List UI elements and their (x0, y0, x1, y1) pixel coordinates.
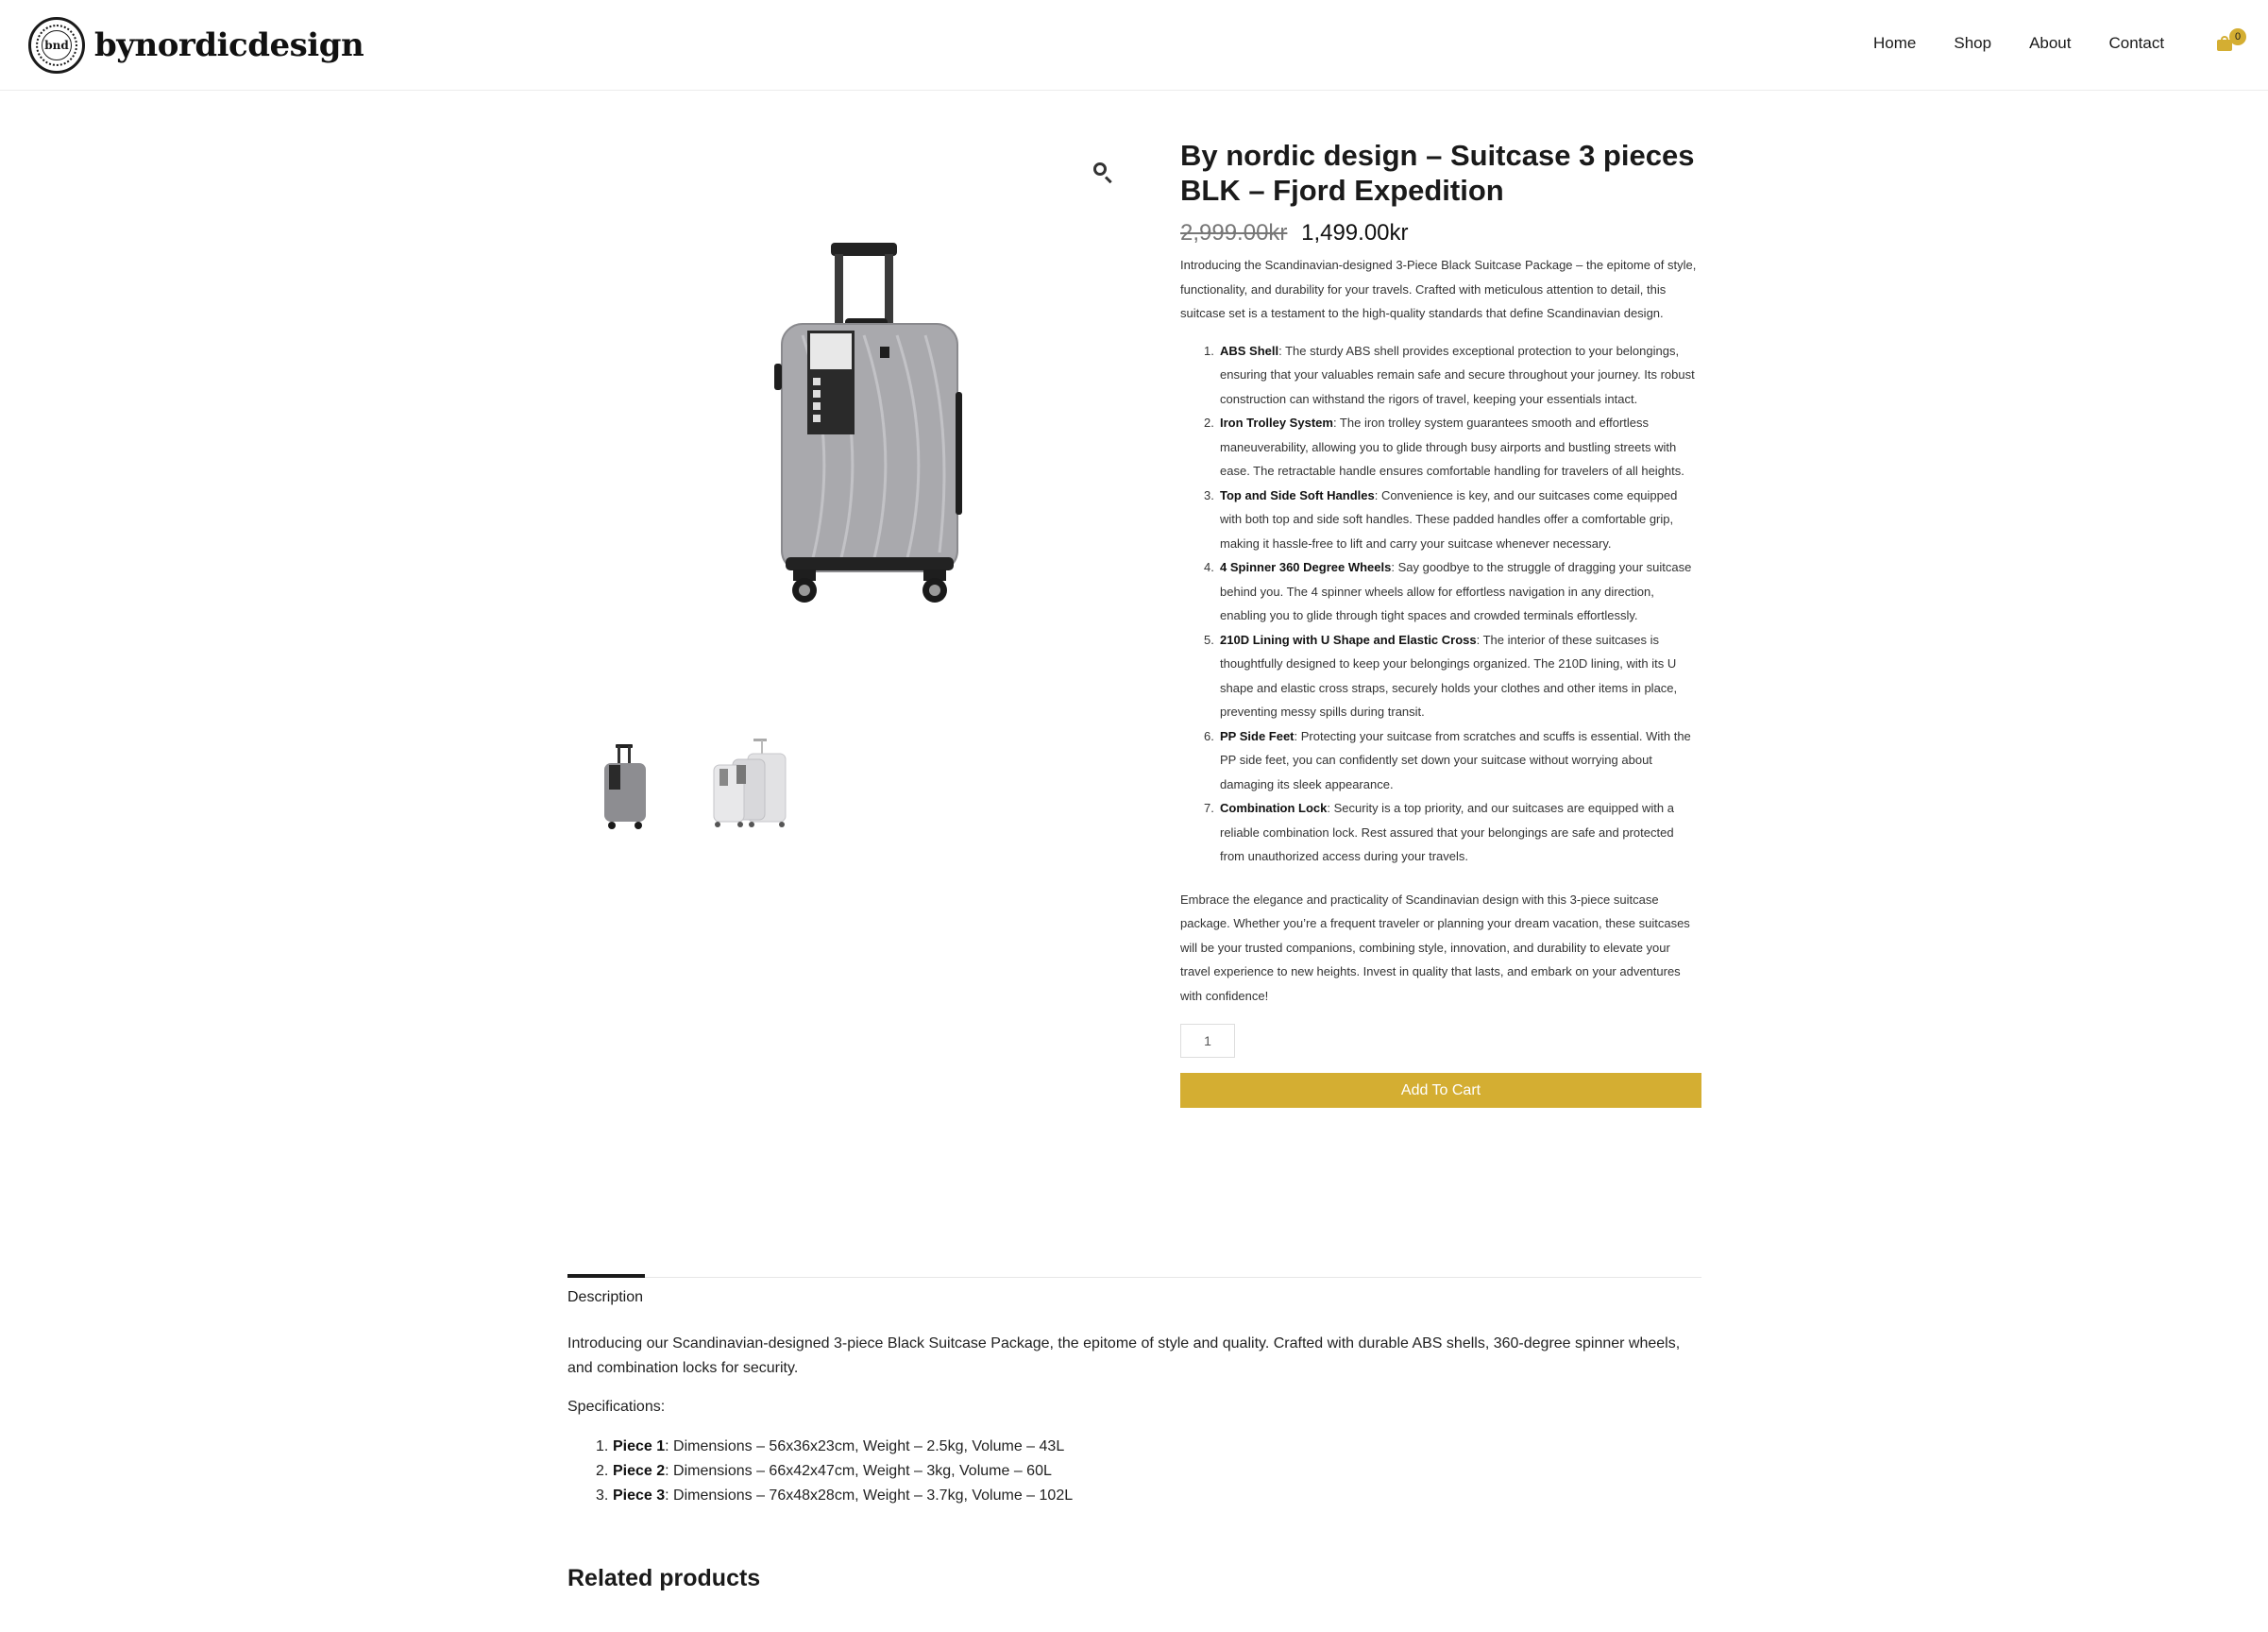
logo-emblem (28, 17, 85, 74)
nav-contact[interactable]: Contact (2108, 34, 2165, 52)
spec-name: Piece 1 (613, 1437, 666, 1454)
tab-description[interactable]: Description (567, 1274, 645, 1306)
feature-item: 6. PP Side Feet: Protecting your suitcase from scratches and scuffs is essential. With the PP side feet, you can confidently set down your suitcase without worrying about damaging its sleek appearance. (1204, 728, 1691, 791)
nav-home[interactable]: Home (1873, 34, 1917, 52)
feature-text: : Convenience is key, and our suitcases come equipped with both top and side soft handles. These padded handles offer a comfortable grip, making it hassle-free to lift and carry your suitcase whenever necessary. (1220, 487, 1678, 551)
feature-item: 2. Iron Trolley System: The iron trolley system guarantees smooth and effortless maneuverability, allowing you to glide through busy airports and bustling streets with ease. The retractable handle ensures comfortable handling for travelers of all heights. (1204, 416, 1684, 478)
feature-item: 7. Combination Lock: Security is a top priority, and our suitcases are equipped with a reliable combination lock. Rest assured that your belongings are safe and protected from unauthorized access during your travels. (1204, 801, 1674, 863)
product-summary (1180, 138, 1701, 1108)
related-products-heading: Related products (567, 1565, 761, 1591)
spec-name: Piece 2 (613, 1462, 666, 1479)
nav-shop[interactable]: Shop (1954, 34, 1992, 52)
product-title: By nordic design – Suitcase 3 pieces BLK – Fjord Expedition (1180, 139, 1695, 207)
logo-emblem-text: bnd (44, 39, 69, 52)
description-panel (567, 1332, 1701, 1508)
feature-text: : The iron trolley system guarantees smooth and effortless maneuverability, allowing you to glide through busy airports and bustling streets with ease. The retractable handle ensures comfortable handling for travelers of all heights. (1220, 416, 1684, 478)
thumbnail-single-suitcase[interactable] (567, 727, 680, 841)
magnifier-icon[interactable] (1092, 161, 1114, 183)
feature-name: 210D Lining with U Shape and Elastic Cross (1220, 632, 1477, 647)
product-intro: Introducing the Scandinavian-designed 3-Piece Black Suitcase Package – the epitome of style, functionality, and durability for your travels. Crafted with meticulous attention to detail, this suitcase set is a testament to the high-quality standards that define Scandinavian design. (1180, 258, 1697, 320)
cart-count-badge: 0 (2229, 28, 2246, 45)
feature-item: 5. 210D Lining with U Shape and Elastic Cross: The interior of these suitcases is thoughtfully designed to keep your belongings organized. The 210D lining, with its U shape and elastic cross straps, securely holds your clothes and other items in place, preventing messy spills during transit. (1204, 632, 1678, 719)
feature-name: PP Side Feet (1220, 728, 1295, 743)
thumbnail-suitcase-set[interactable] (689, 727, 803, 841)
product-outro: Embrace the elegance and practicality of Scandinavian design with this 3-piece suitcase package. Whether you’re a frequent traveler or planning your dream vacation, these suitcases will be your trusted companions, combining style, innovation, and durability to elevate your travel experience to new heights. Invest in quality that lasts, and embark on your adventures with confidence! (1180, 892, 1690, 1003)
gallery-thumbnails (567, 727, 812, 841)
product-tabs (567, 1277, 1701, 1305)
spec-item: 3. Piece 3: Dimensions – 76x48x28cm, Weight – 3.7kg, Volume – 102L (596, 1487, 1074, 1504)
feature-list (1180, 339, 1701, 869)
site-logo[interactable] (28, 17, 364, 74)
spec-item: 2. Piece 2: Dimensions – 66x42x47cm, Weight – 3kg, Volume – 60L (596, 1462, 1052, 1479)
sale-price: 1,499.00kr (1301, 220, 1409, 246)
feature-text: : Security is a top priority, and our suitcases are equipped with a reliable combination lock. Rest assured that your belongings are safe and protected from unauthorized access during your travels. (1220, 801, 1674, 863)
spec-text: : Dimensions – 76x48x28cm, Weight – 3.7kg, Volume – 102L (665, 1487, 1074, 1504)
feature-text: : Say goodbye to the struggle of dragging your suitcase behind you. The 4 spinner wheels allow for effortless navigation in any direction, enabling you to glide through tight spaces and crowded terminals effortlessly. (1220, 560, 1692, 622)
spec-item: 1. Piece 1: Dimensions – 56x36x23cm, Weight – 2.5kg, Volume – 43L (596, 1437, 1065, 1454)
product-main-image[interactable] (774, 241, 963, 609)
logo-wordmark: bynordicdesign (94, 26, 364, 64)
feature-item: 1. ABS Shell: The sturdy ABS shell provides exceptional protection to your belongings, ensuring that your valuables remain safe and secure throughout your journey. Its robust construction can withstand the rigors of travel, keeping your essentials intact. (1204, 343, 1695, 406)
feature-name: ABS Shell (1220, 343, 1279, 358)
spec-name: Piece 3 (613, 1487, 666, 1504)
nav-about[interactable]: About (2029, 34, 2072, 52)
feature-text: : Protecting your suitcase from scratches and scuffs is essential. With the PP side feet, you can confidently set down your suitcase without worrying about damaging its sleek appearance. (1220, 728, 1691, 791)
feature-item: 3. Top and Side Soft Handles: Convenience is key, and our suitcases come equipped with both top and side soft handles. These padded handles offer a comfortable grip, making it hassle-free to lift and carry your suitcase whenever necessary. (1204, 487, 1678, 551)
add-to-cart-button[interactable]: Add To Cart (1180, 1073, 1701, 1108)
main-nav (1873, 34, 2202, 53)
spec-text: : Dimensions – 66x42x47cm, Weight – 3kg, Volume – 60L (665, 1462, 1052, 1479)
specifications-label: Specifications: (567, 1399, 666, 1415)
regular-price: 2,999.00kr (1180, 220, 1288, 246)
site-header (0, 0, 2268, 91)
quantity-input[interactable] (1180, 1024, 1235, 1058)
suitcase-illustration (774, 241, 963, 604)
description-text: Introducing our Scandinavian-designed 3-piece Black Suitcase Package, the epitome of style and quality. Crafted with durable ABS shells, 360-degree spinner wheels, and combination locks for security. (567, 1335, 1681, 1376)
feature-text: : The interior of these suitcases is thoughtfully designed to keep your belongings organized. The 210D lining, with its U shape and elastic cross straps, securely holds your clothes and other items in place, preventing messy spills during transit. (1220, 632, 1678, 719)
feature-item: 4. 4 Spinner 360 Degree Wheels: Say goodbye to the struggle of dragging your suitcase behind you. The 4 spinner wheels allow for effortless navigation in any direction, enabling you to glide through tight spaces and crowded terminals effortlessly. (1204, 560, 1692, 622)
feature-name: Iron Trolley System (1220, 416, 1333, 430)
feature-name: Combination Lock (1220, 801, 1328, 815)
feature-name: Top and Side Soft Handles (1220, 487, 1375, 502)
spec-list (567, 1435, 1701, 1508)
feature-name: 4 Spinner 360 Degree Wheels (1220, 560, 1392, 574)
feature-text: : The sturdy ABS shell provides exceptional protection to your belongings, ensuring that your valuables remain safe and secure throughout your journey. Its robust construction can withstand the rigors of travel, keeping your essentials intact. (1220, 343, 1695, 406)
spec-text: : Dimensions – 56x36x23cm, Weight – 2.5kg, Volume – 43L (665, 1437, 1065, 1454)
product-price (1180, 219, 1701, 247)
